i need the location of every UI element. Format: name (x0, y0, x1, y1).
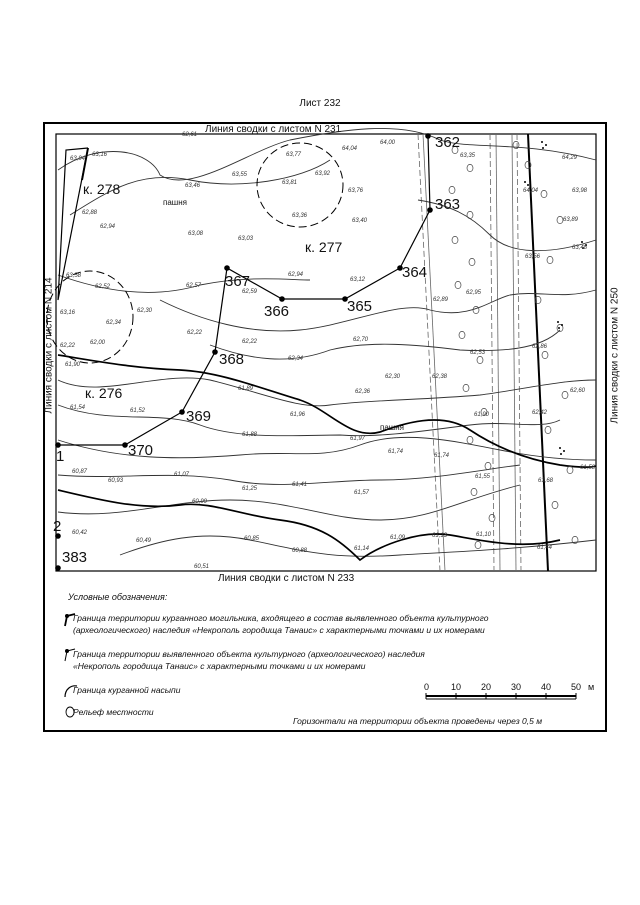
elevation-label: 63,35 (460, 153, 476, 159)
elevation-label: 63,76 (348, 188, 364, 194)
scale-tick-label: 20 (481, 682, 492, 692)
legend-item-line: Рельеф местности (73, 707, 154, 717)
elevation-label: 61,07 (174, 472, 190, 478)
elevation-label: 62,22 (60, 343, 76, 349)
elevation-label: 61,68 (538, 478, 554, 484)
elevation-label: 63,08 (188, 231, 204, 237)
elevation-label: 63,92 (315, 171, 331, 177)
elevation-label: 61,41 (292, 482, 308, 488)
elevation-label: 63,55 (232, 172, 248, 178)
elevation-label: 61,58 (580, 465, 596, 471)
scale-tick-label: 50 (571, 682, 582, 692)
elevation-label: 63,46 (185, 183, 201, 189)
elevation-label: 60,85 (244, 536, 260, 542)
edge-label-top: Линия сводки с листом N 231 (205, 124, 342, 135)
elevation-label: 61,90 (65, 362, 81, 368)
elevation-label: 62,22 (187, 330, 203, 336)
land-use-label: пашня (163, 198, 187, 207)
elevation-label: 60,51 (194, 564, 210, 570)
elevation-label: 62,95 (466, 290, 482, 296)
elevation-label: 61,25 (242, 486, 258, 492)
elevation-label: 62,70 (353, 337, 369, 343)
elevation-label: 60,49 (136, 538, 152, 544)
edge-label-right: Линия сводки с листом N 250 (609, 287, 621, 424)
edge-label-bottom: Линия сводки с листом N 233 (218, 573, 355, 584)
quarter-label: к. 276 (85, 385, 123, 401)
legend-item (73, 684, 180, 696)
scale-tick-label: 40 (541, 682, 552, 692)
elevation-label: 63,94 (70, 156, 86, 162)
scale-unit: м (588, 682, 595, 692)
elevation-label: 61,74 (434, 453, 450, 459)
elevation-label: 61,14 (354, 546, 370, 552)
elevation-label: 61,57 (354, 490, 370, 496)
point-label: 366 (264, 303, 290, 320)
elevation-label: 62,34 (106, 320, 122, 326)
elevation-label: 62,30 (137, 308, 153, 314)
elevation-label: 60,42 (72, 530, 88, 536)
elevation-label: 62,88 (82, 210, 98, 216)
elevation-label: 60,87 (72, 469, 88, 475)
elevation-label: 63,77 (286, 152, 302, 158)
elevation-label: 64,00 (380, 140, 396, 146)
sheet-title: Лист 232 (299, 98, 341, 109)
elevation-label: 63,16 (92, 152, 108, 158)
elevation-label: 63,03 (238, 236, 254, 242)
elevation-label: 63,56 (525, 254, 541, 260)
point-label: 383 (62, 549, 88, 566)
legend-item (73, 612, 488, 636)
point-label: 1 (56, 448, 65, 465)
elevation-label: 62,00 (90, 340, 106, 346)
point-label: 365 (347, 298, 373, 315)
elevation-label: 63,58 (66, 273, 82, 279)
elevation-label: 62,60 (570, 388, 586, 394)
elevation-label: 64,04 (523, 188, 539, 194)
elevation-label: 61,97 (350, 436, 366, 442)
legend (43, 586, 607, 732)
elevation-label: 61,89 (238, 386, 254, 392)
elevation-label: 63,98 (572, 188, 588, 194)
legend-item-line: «Некрополь городища Танаис» с характерными точками и их номерами (73, 661, 366, 671)
elevation-label: 62,94 (288, 272, 304, 278)
elevation-label: 61,74 (388, 449, 404, 455)
point-label: 364 (402, 264, 428, 281)
land-use-label: пашня (380, 423, 404, 432)
point-label: 2 (53, 518, 62, 535)
elevation-label: 61,96 (290, 412, 306, 418)
legend-item-line: Граница курганной насыпи (73, 685, 181, 695)
elevation-label: 63,48 (572, 245, 588, 251)
elevation-label: 62,38 (432, 374, 448, 380)
elevation-label: 61,10 (476, 532, 492, 538)
legend-item-line: (археологического) наследия «Некрополь городища Танаис» с характерными точками и их номерами (73, 625, 485, 635)
elevation-label: 62,22 (242, 339, 258, 345)
point-label: 367 (225, 273, 251, 290)
quarter-label: к. 277 (305, 239, 343, 255)
point-label: 370 (128, 442, 154, 459)
elevation-label: 63,89 (563, 217, 579, 223)
legend-item-line: Граница территории курганного могильника, входящего в состав выявленного объекта культурного (73, 613, 489, 623)
edge-label-left: Линия сводки с листом N 214 (43, 277, 55, 414)
elevation-label: 62,34 (288, 356, 304, 362)
elevation-label: 61,13 (432, 533, 448, 539)
elevation-label: 63,40 (352, 218, 368, 224)
elevation-label: 62,94 (100, 224, 116, 230)
elevation-label: 62,89 (433, 297, 449, 303)
elevation-label: 62,30 (385, 374, 401, 380)
elevation-label: 60,93 (108, 478, 124, 484)
scale-tick-label: 10 (451, 682, 462, 692)
elevation-label: 63,16 (60, 310, 76, 316)
elevation-label: 62,42 (532, 410, 548, 416)
legend-title: Условные обозначения: (68, 592, 168, 602)
elevation-label: 61,44 (537, 545, 553, 551)
elevation-label: 62,57 (186, 283, 202, 289)
legend-item (73, 706, 154, 718)
elevation-label: 60,99 (192, 499, 208, 505)
elevation-label: 60,88 (292, 548, 308, 554)
point-label: 363 (435, 196, 461, 213)
elevation-label: 61,54 (70, 405, 86, 411)
elevation-label: 63,12 (350, 277, 366, 283)
elevation-label: 61,90 (474, 412, 490, 418)
elevation-label: 62,36 (355, 389, 371, 395)
elevation-label: 62,61 (182, 132, 198, 138)
contour-note: Горизонтали на территории объекта проведены через 0,5 м (293, 716, 543, 726)
scale-tick-label: 30 (511, 682, 522, 692)
elevation-label: 62,59 (242, 289, 258, 295)
elevation-label: 61,52 (130, 408, 146, 414)
point-label: 369 (186, 408, 212, 425)
scale-tick-label: 0 (424, 682, 430, 692)
point-label: 368 (219, 351, 245, 368)
legend-item (73, 648, 425, 672)
quarter-label: к. 278 (83, 181, 121, 197)
elevation-label: 63,36 (292, 213, 308, 219)
elevation-label: 61,09 (390, 535, 406, 541)
point-label: 362 (435, 134, 461, 151)
elevation-label: 62,53 (470, 350, 486, 356)
legend-item-line: Граница территории выявленного объекта культурного (археологического) наследия (73, 649, 425, 659)
elevation-label: 61,88 (242, 432, 258, 438)
elevation-label: 61,55 (475, 474, 491, 480)
elevation-label: 62,52 (95, 284, 111, 290)
elevation-label: 64,04 (342, 146, 358, 152)
elevation-label: 63,81 (282, 180, 298, 186)
elevation-label: 62,86 (532, 344, 548, 350)
elevation-label: 64,29 (562, 155, 578, 161)
